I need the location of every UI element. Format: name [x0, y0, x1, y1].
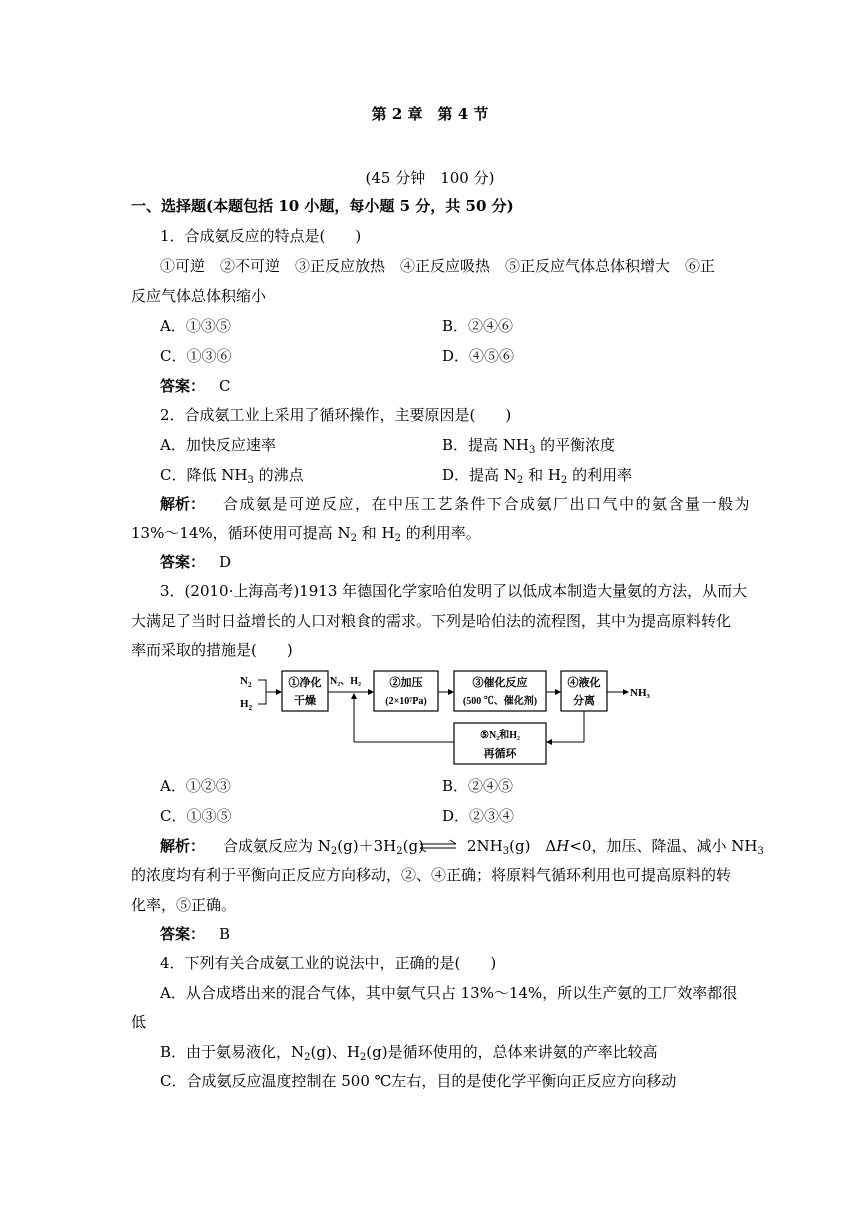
box5-line1: ⑤N₂和H₂ — [480, 730, 520, 741]
box3-line2: (500 ℃、催化剂) — [462, 696, 538, 707]
q1-option-c: C．①③⑥ — [160, 347, 232, 365]
q3-stem-line1: 3．(2010·上海高考)1913 年德国化学家哈伯发明了以低成本制造大量氨的方法，从而大 — [160, 582, 748, 600]
q4-option-c: C．合成氨反应温度控制在 500 ℃左右，目的是使化学平衡向正反应方向移动 — [160, 1072, 677, 1090]
mid-gas-label: N₂、H₂ — [330, 676, 361, 687]
box4-line2: 分离 — [573, 695, 595, 707]
q3-analysis-line1-right: $2NH_3(g)$ ΔH<0，加压、降温、减小 $NH_3$ — [467, 837, 764, 857]
q1-option-b: B．②④⑥ — [442, 317, 514, 335]
q1-stem: 1．合成氨反应的特点是( ) — [160, 227, 362, 245]
q2-stem: 2．合成氨工业上采用了循环操作，主要原因是( ) — [160, 406, 512, 424]
q4-option-a-line1: A．从合成塔出来的混合气体，其中氨气只占 13%～14%，所以生产氨的工厂效率都很 — [160, 984, 738, 1002]
q3-option-a: A．①②③ — [160, 777, 231, 795]
box5-line2: 再循环 — [483, 748, 517, 760]
answer-label: 答案： — [160, 377, 206, 395]
q2-option-b: B．提高 $NH_3$ 的平衡浓度 — [442, 436, 616, 456]
input-bracket — [258, 680, 266, 704]
q4-option-b: B．由于氨易液化，$N_2(g)$、$H_2(g)$是循环使用的，总体来讲氨的产率比较高 — [160, 1043, 658, 1063]
box4-line1: ④液化 — [567, 677, 601, 689]
section-heading: 一、选择题(本题包括 10 小题，每小题 5 分，共 50 分) — [131, 197, 514, 215]
box1-line1: ①净化 — [288, 677, 322, 689]
q2-option-a: A．加快反应速率 — [160, 436, 276, 454]
output-label: NH₃ — [630, 687, 650, 699]
q2-analysis-line1: 解析： 合成氨是可逆反应，在中压工艺条件下合成氨厂出口气中的氨含量一般为 — [160, 495, 752, 513]
q3-analysis-line3: 化率，⑤正确。 — [131, 896, 237, 914]
haber-process-flowchart — [236, 668, 676, 770]
q1-answer — [160, 376, 231, 396]
answer-value: C — [219, 377, 231, 395]
box2-line2: (2×10⁷Pa) — [385, 696, 427, 707]
time-score: (45 分钟 100 分) — [365, 169, 495, 187]
input-h2-label: $H_2$ — [240, 698, 253, 712]
q3-stem-line2: 大满足了当时日益增长的人口对粮食的需求。下列是哈伯法的流程图，其中为提高原料转化 — [131, 612, 732, 630]
q1-items-line1: ①可逆 ②不可逆 ③正反应放热 ④正反应吸热 ⑤正反应气体总体积增大 ⑥正 — [160, 257, 716, 275]
input-n2-label: $N_2$ — [240, 675, 252, 689]
box2-line1: ②加压 — [389, 677, 423, 689]
q3-stem-line3: 率而采取的措施是( ) — [131, 641, 293, 659]
box3-line1: ③催化反应 — [472, 677, 528, 689]
q4-stem: 4．下列有关合成氨工业的说法中，正确的是( ) — [160, 954, 497, 972]
box1-line2: 干燥 — [294, 695, 316, 707]
q3-option-c: C．①③⑤ — [160, 807, 232, 825]
q1-option-a: A．①③⑤ — [160, 317, 231, 335]
q2-analysis-line2: 13%～14%，循环使用可提高 $N_2$ 和 $H_2$ 的利用率。 — [131, 524, 481, 544]
q2-option-c: C．降低 $NH_3$ 的沸点 — [160, 466, 304, 486]
q1-option-d: D．④⑤⑥ — [442, 347, 515, 365]
q3-option-d: D．②③④ — [442, 807, 515, 825]
q3-answer: 答案： B — [160, 925, 231, 943]
q2-answer: 答案： D — [160, 553, 232, 571]
q2-option-d: D．提高 $N_2$ 和 $H_2$ 的利用率 — [442, 466, 633, 486]
q3-analysis-line1: 解析： 合成氨反应为 $N_2(g)+3H_2(g)$ — [160, 837, 424, 857]
equilibrium-arrows-icon — [418, 838, 458, 854]
chapter-title: 第 2 章 第 4 节 — [371, 105, 489, 123]
q1-items-line2: 反应气体总体积缩小 — [131, 287, 267, 305]
q3-option-b: B．②④⑤ — [442, 777, 514, 795]
q4-option-a-line2: 低 — [131, 1013, 147, 1031]
q3-analysis-line2: 的浓度均有利于平衡向正反应方向移动，②、④正确；将原料气循环利用也可提高原料的转 — [131, 866, 732, 884]
